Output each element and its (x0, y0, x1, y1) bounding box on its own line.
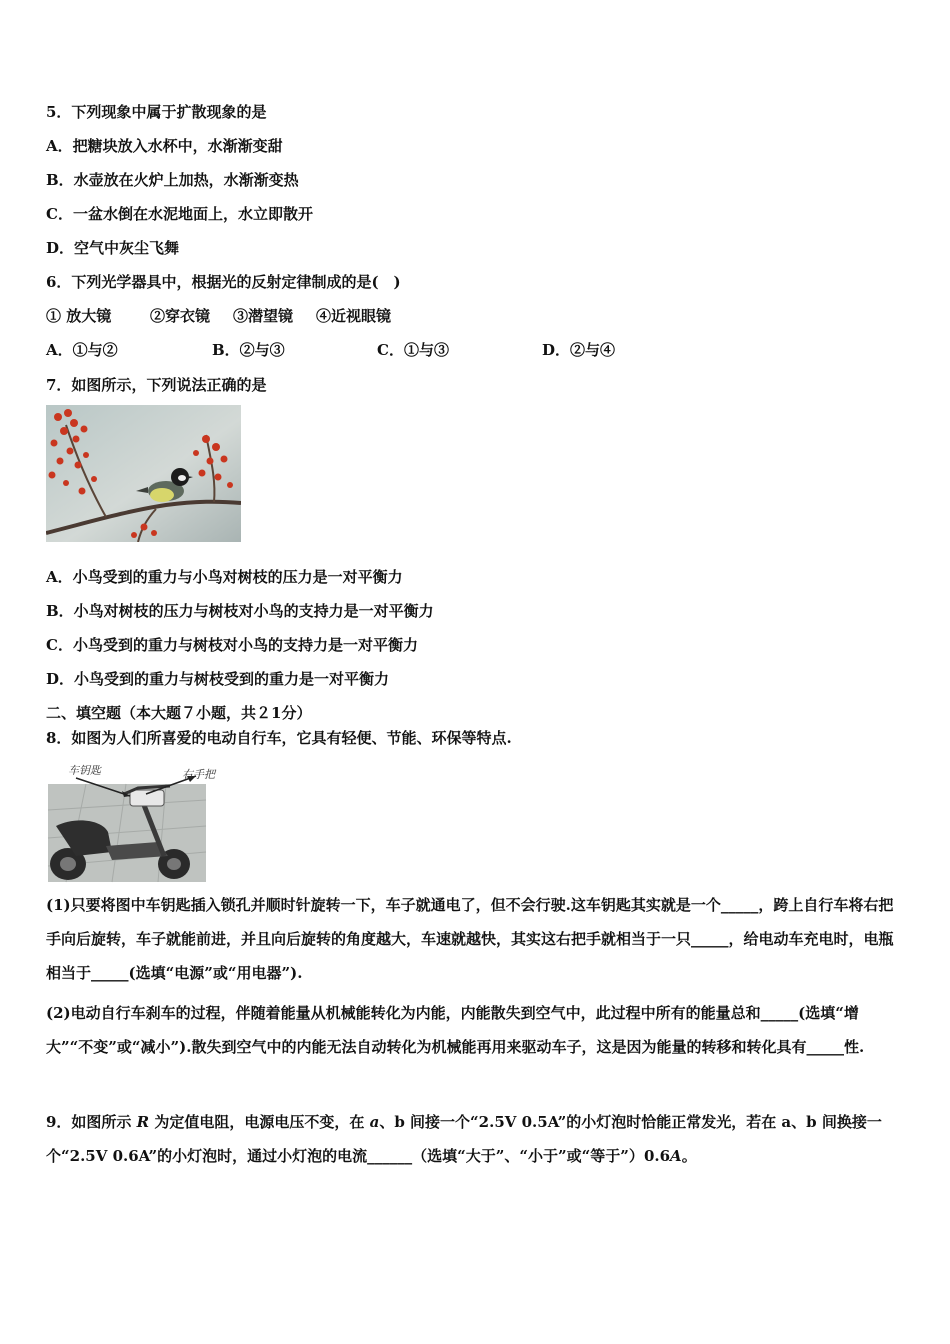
q5-option-d: D．空气中灰尘飞舞 (46, 239, 180, 257)
q9-text (46, 1105, 906, 1173)
q8-part1: (1)只要将图中车钥匙插入锁孔并顺时针旋转一下，车子就通电了，但不会行驶.这车钥匙其实就是一个_____，跨上自行车将右把手向后旋转，车子就能前进，并且向后旋转的角度越大，车速就越快，其实这右把手就相当于一只_____，给电动车充电时，电瓶相当于_____(选填“电源”或“用电器”). (46, 896, 894, 982)
q6-item-2: ②穿衣镜 (150, 307, 211, 325)
q8-part2: (2)电动自行车刹车的过程，伴随着能量从机械能转化为内能，内能散失到空气中，此过程中所有的能量总和_____(选填“增大”“不变”或“减小”).散失到空气中的内能无法自动转化为机械能再用来驱动车子，这是因为能量的转移和转化具有_____性. (46, 1004, 865, 1056)
label-car-key: 车钥匙 (68, 764, 101, 777)
q9-part3: 、b 间接一个“2.5V 0.5A”的小灯泡时恰能正常发光，若在 a、b 间换接一个“2.5V 0.6A”的小灯泡时，通过小灯泡的电流______（选填“大于”、“小于”或“等于”）0.6 (46, 1113, 882, 1165)
q7-stem: 7．如图所示，下列说法正确的是 (46, 376, 267, 394)
q5-option-c: C．一盆水倒在水泥地面上，水立即散开 (46, 205, 313, 223)
q6-item-4: ④近视眼镜 (316, 307, 392, 325)
electric-bike-image (46, 760, 226, 884)
q9-part1: 9．如图所示 (46, 1113, 137, 1131)
q9-unit-A: A (670, 1147, 682, 1165)
q9-var-a: a (369, 1113, 380, 1131)
q6-item-3: ③潜望镜 (233, 307, 294, 325)
q6-stem: 6．下列光学器具中，根据光的反射定律制成的是( ) (46, 273, 401, 291)
q7-option-d: D．小鸟受到的重力与树枝受到的重力是一对平衡力 (46, 670, 390, 688)
q6-option-b: B．②与③ (212, 341, 285, 359)
q6-option-a: A．①与② (46, 341, 118, 359)
q5-option-b: B．水壶放在火炉上加热，水渐渐变热 (46, 171, 299, 189)
q6-option-c: C．①与③ (377, 341, 449, 359)
section-title: 二、填空题（本大题７小题，共２1分） (46, 704, 312, 722)
q9-part2: 为定值电阻，电源电压不变，在 (149, 1113, 370, 1131)
q9-var-R: R (136, 1113, 150, 1131)
label-right-handle: 右手把 (182, 768, 215, 781)
q7-option-a: A．小鸟受到的重力与小鸟对树枝的压力是一对平衡力 (46, 568, 403, 586)
q6-option-d: D．②与④ (542, 341, 616, 359)
q9-part4: 。 (681, 1147, 697, 1165)
bird-on-branch-image (46, 405, 241, 542)
q7-option-b: B．小鸟对树枝的压力与树枝对小鸟的支持力是一对平衡力 (46, 602, 434, 620)
q5-option-a: A．把糖块放入水杯中，水渐渐变甜 (46, 137, 283, 155)
q5-stem: 5．下列现象中属于扩散现象的是 (46, 103, 267, 121)
q6-item-1: ① 放大镜 (46, 307, 112, 325)
q7-option-c: C．小鸟受到的重力与树枝对小鸟的支持力是一对平衡力 (46, 636, 418, 654)
q8-stem: 8．如图为人们所喜爱的电动自行车，它具有轻便、节能、环保等特点. (46, 729, 512, 747)
